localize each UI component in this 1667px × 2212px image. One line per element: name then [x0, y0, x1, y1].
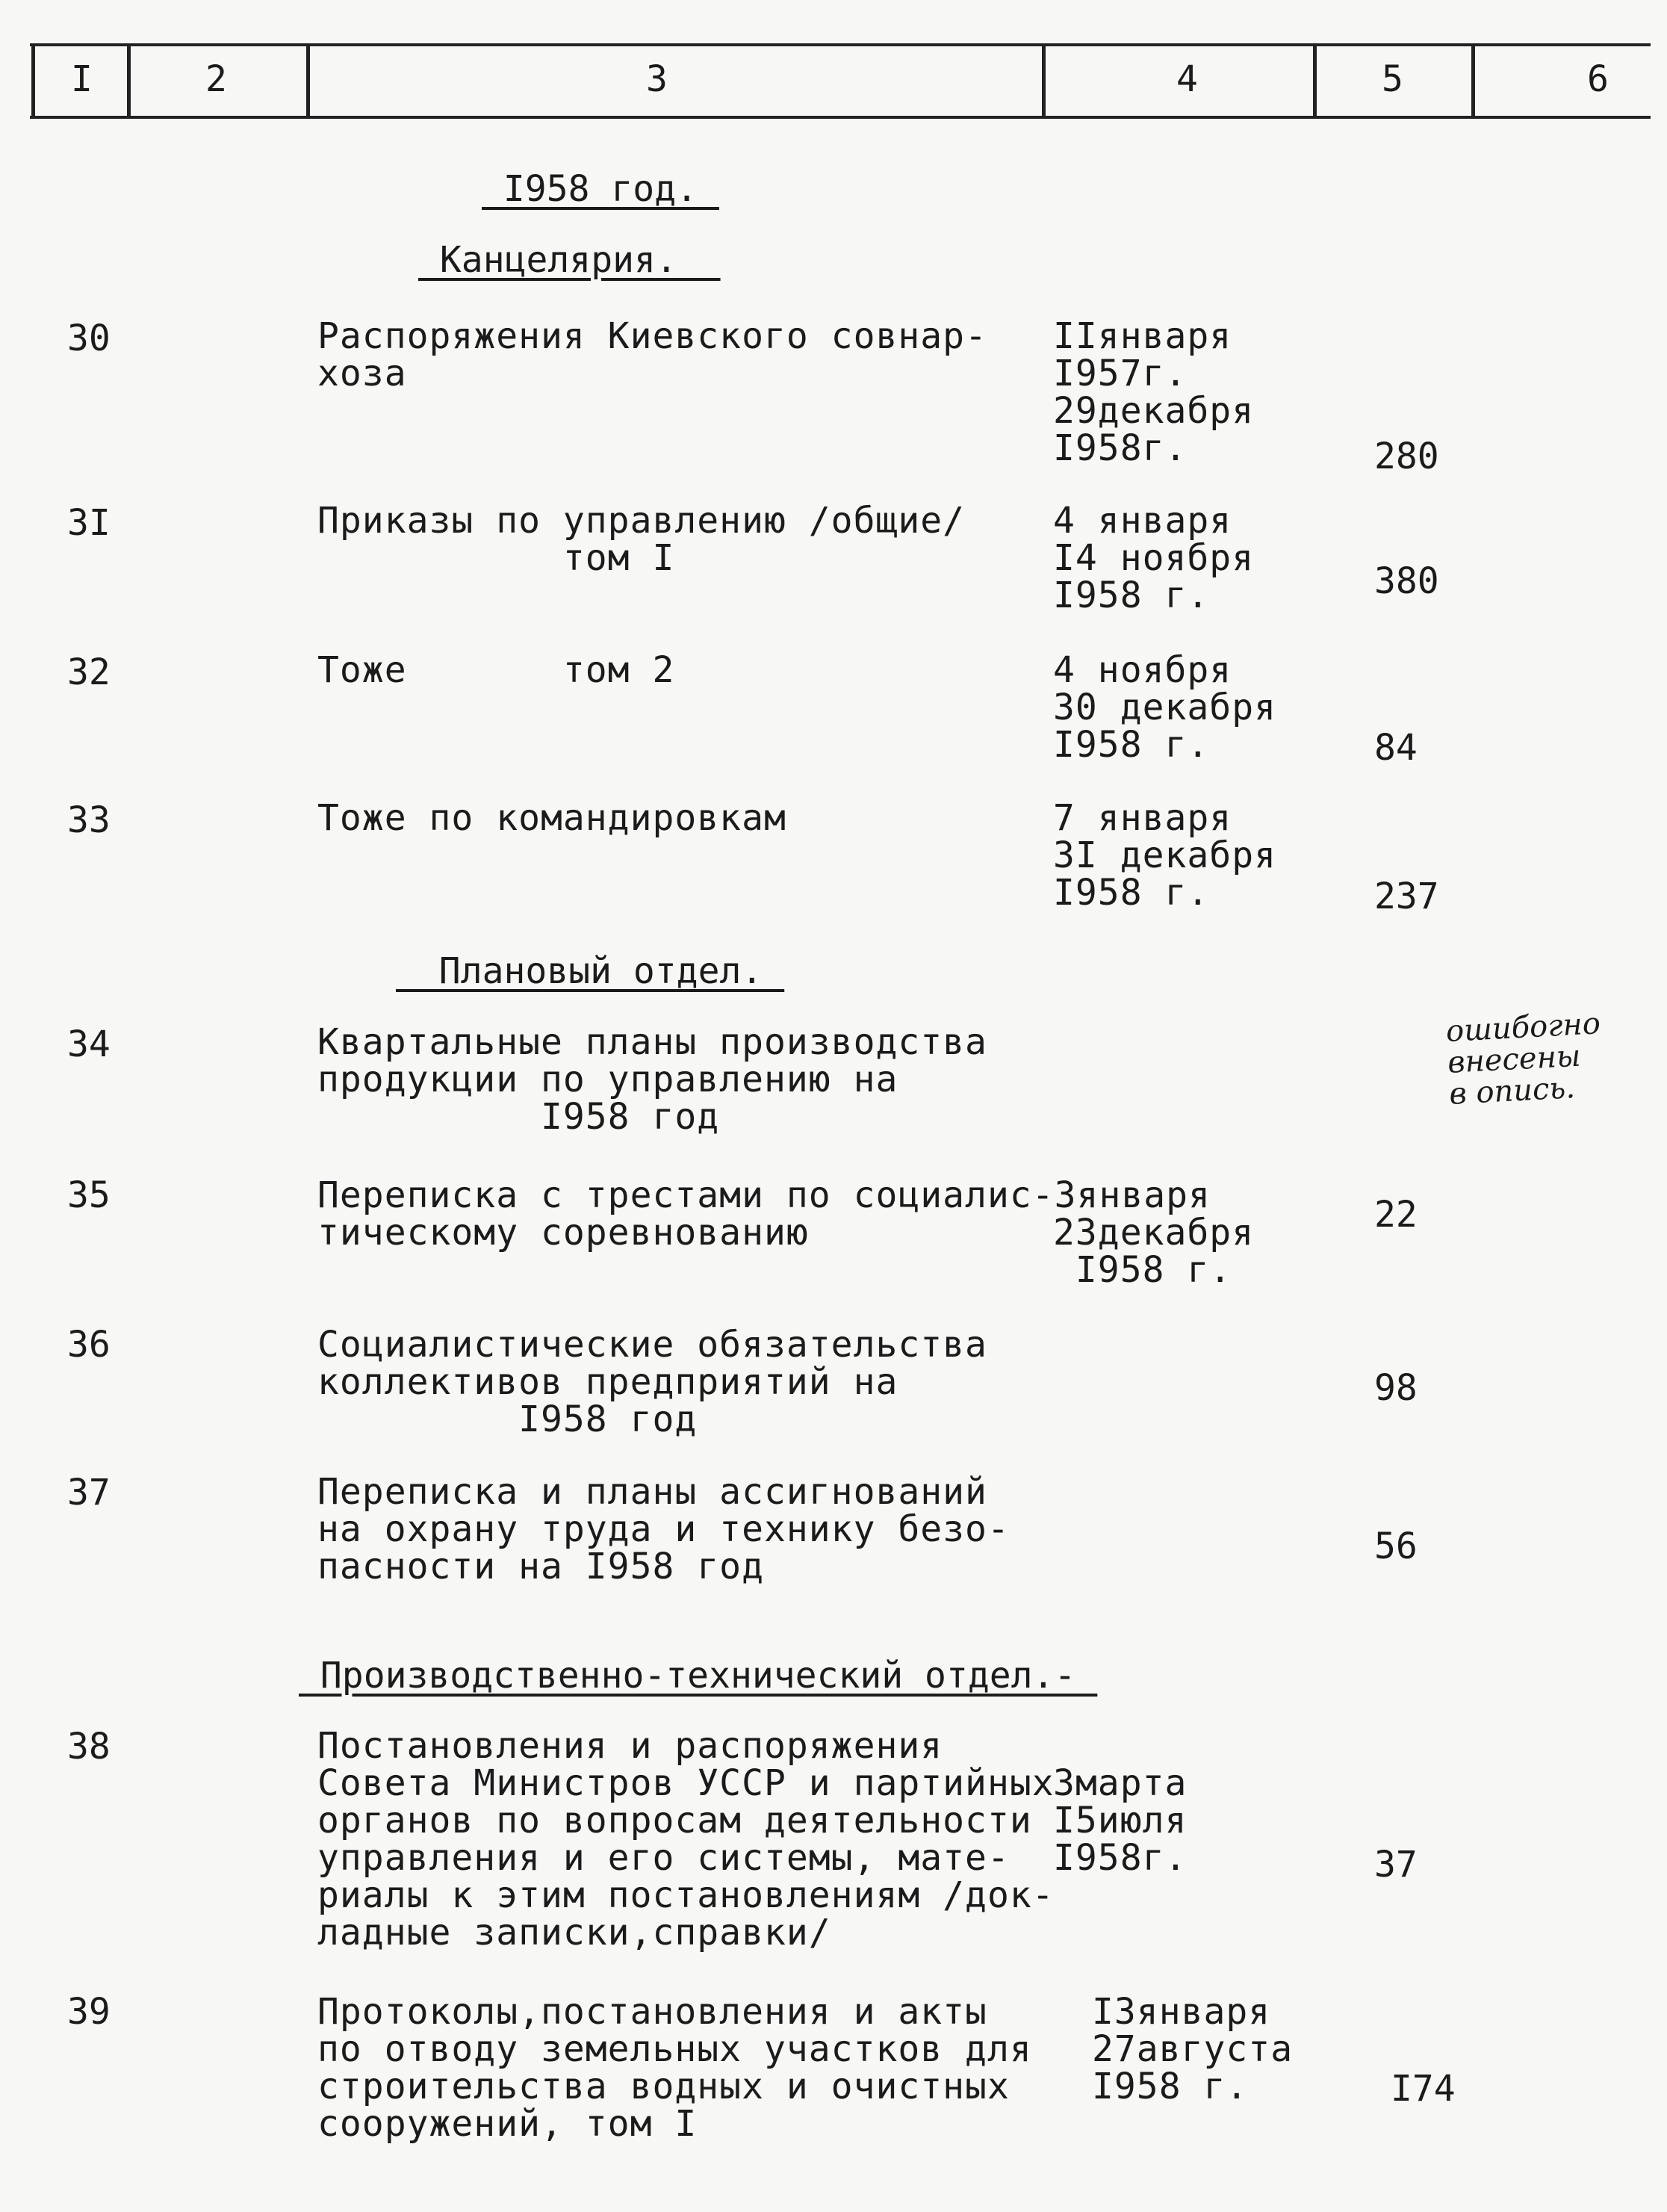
column-number: 6: [1587, 58, 1609, 100]
item-dates: 4 января I4 ноября I958 г.: [1053, 500, 1255, 616]
item-dates: 4 ноября 30 декабря I958 г.: [1053, 649, 1276, 766]
item-description: Переписка с трестами по социалис-3января тическому соревнованию: [317, 1174, 1211, 1254]
item-number: 3I: [67, 502, 111, 544]
item-number: 37: [67, 1472, 111, 1514]
column-number: 4: [1176, 58, 1198, 100]
item-sheet-count: 98: [1374, 1367, 1418, 1409]
column-number: 2: [205, 58, 227, 100]
header-divider: [31, 43, 35, 118]
item-sheet-count: 84: [1374, 727, 1418, 769]
item-description: Тоже по командировкам: [317, 797, 786, 839]
header-divider: [306, 43, 310, 118]
section-title-planning: __Плановый_отдел._: [396, 950, 785, 992]
item-number: 36: [67, 1324, 111, 1366]
item-number: 35: [67, 1174, 111, 1216]
item-sheet-count: 237: [1374, 876, 1439, 917]
item-sheet-count: 22: [1374, 1194, 1418, 1236]
header-divider: [1471, 43, 1475, 118]
header-divider: [1042, 43, 1046, 118]
item-number: 30: [67, 317, 111, 359]
item-number: 32: [67, 651, 111, 693]
item-description: Тоже том 2: [317, 649, 675, 691]
header-bottom-rule: [30, 116, 1651, 119]
item-number: 38: [67, 1726, 111, 1768]
column-number: 5: [1382, 58, 1403, 100]
column-number: 3: [646, 58, 668, 100]
column-number: I: [71, 58, 93, 100]
item-description: Распоряжения Киевского совнар- хоза: [317, 315, 987, 394]
header-top-rule: [30, 43, 1651, 46]
item-sheet-count: 37: [1374, 1844, 1418, 1886]
year-title: _I958_год._: [482, 168, 719, 210]
item-description: Квартальные планы производства продукции по управлению на I958 год: [317, 1021, 987, 1138]
item-dates: IIянваря I957г. 29декабря I958г.: [1053, 315, 1255, 469]
item-dates: 3марта I5июля I958г.: [1053, 1762, 1188, 1879]
item-dates: I3января 27августа I958 г.: [1092, 1991, 1294, 2107]
item-description: Протоколы,постановления и акты по отводу земельных участков для строительства водных и очистных сооружений, том I: [317, 1991, 1032, 2145]
item-dates: 23декабря I958 г.: [1053, 1212, 1255, 1291]
item-sheet-count: I74: [1391, 2068, 1456, 2110]
item-description: Постановления и распоряжения Совета Министров УССР и партийных органов по вопросам деятельности управления и его системы, мате- риалы к этим постановлениям /док- ладные записки,справки/: [317, 1725, 1055, 1954]
item-sheet-count: 380: [1374, 560, 1439, 602]
item-sheet-count: 280: [1374, 436, 1439, 477]
item-number: 39: [67, 1991, 111, 2033]
header-divider: [1313, 43, 1317, 118]
section-title-production: _Производственно-технический_отдел.-_: [299, 1655, 1098, 1697]
handwritten-margin-note: ошибогно внесены в опись.: [1444, 1006, 1601, 1112]
item-number: 33: [67, 799, 111, 841]
item-number: 34: [67, 1023, 111, 1065]
item-description: Переписка и планы ассигнований на охрану труда и технику безо- пасности на I958 год: [317, 1471, 1010, 1587]
item-sheet-count: 56: [1374, 1525, 1418, 1567]
item-description: Социалистические обязательства коллективов предприятий на I958 год: [317, 1324, 987, 1440]
item-dates: 7 января 3I декабря I958 г.: [1053, 797, 1276, 914]
header-divider: [127, 43, 131, 118]
section-title-chancery: _Канцелярия.__: [418, 239, 721, 281]
item-description: Приказы по управлению /общие/ том I: [317, 500, 966, 579]
